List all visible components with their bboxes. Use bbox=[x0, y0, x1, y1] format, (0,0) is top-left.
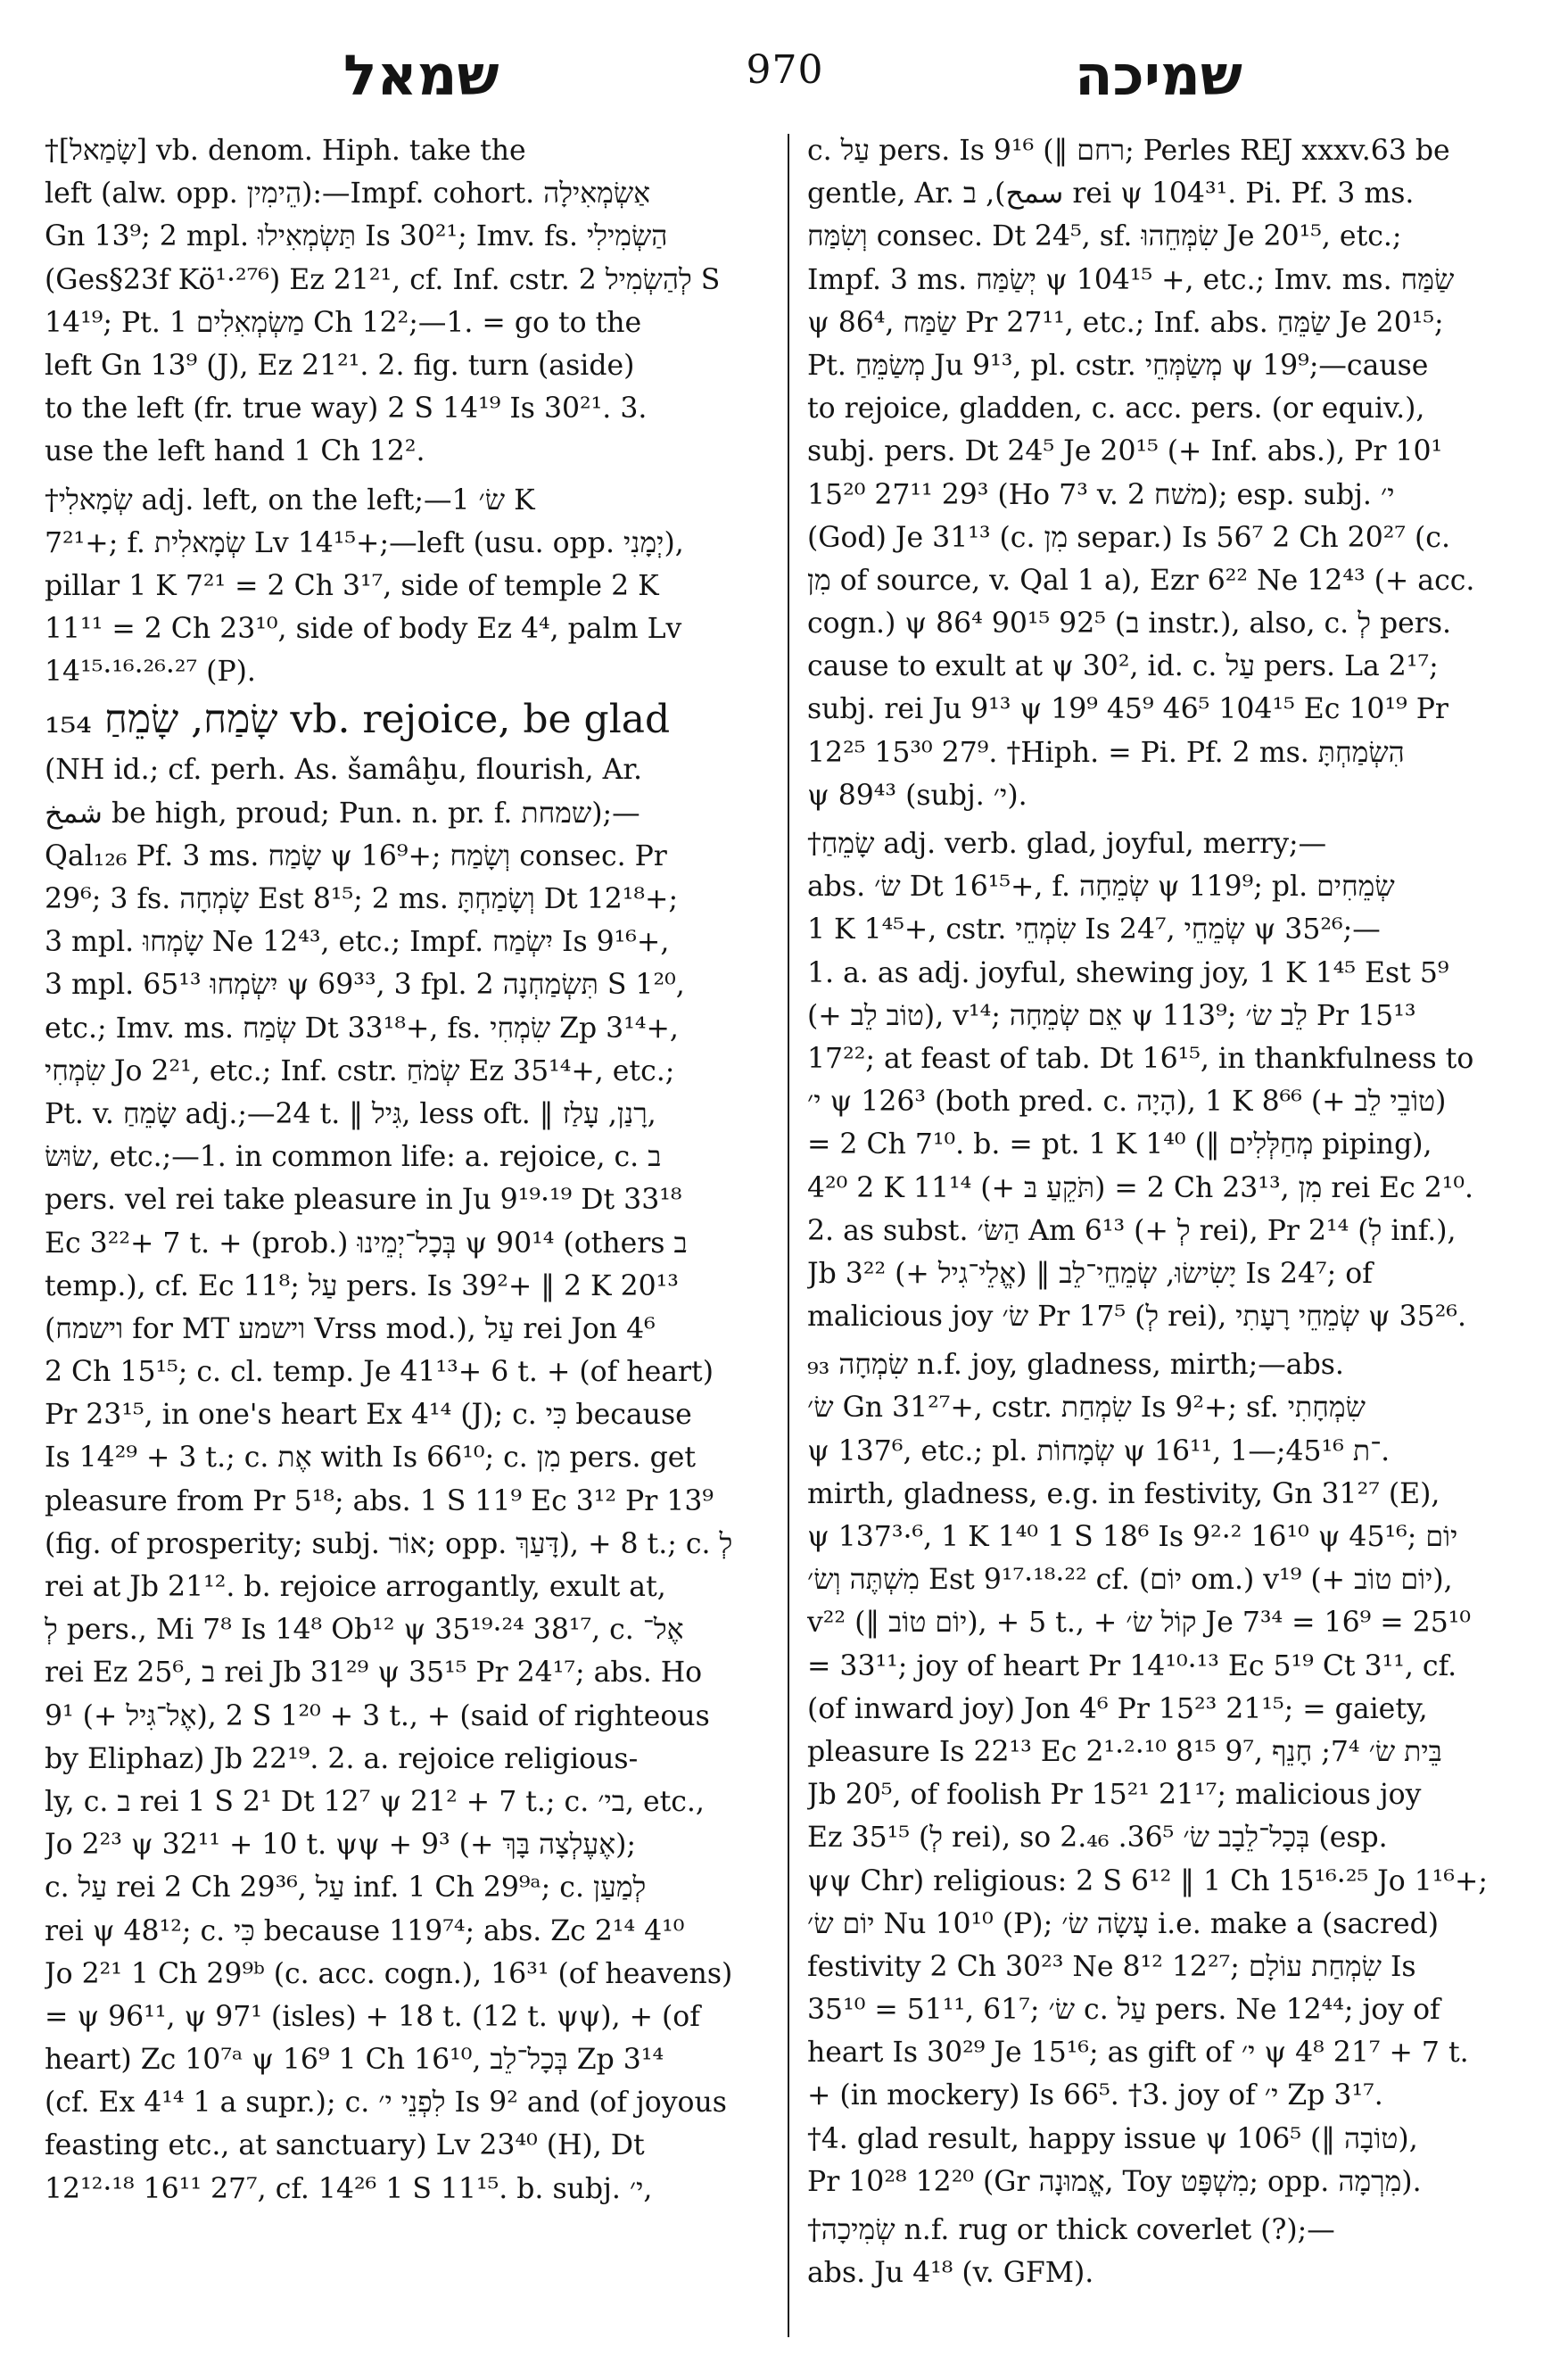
text-line: 12¹²·¹⁸ 16¹¹ 27⁷, cf. 14²⁶ 1 S 11¹⁵. b. subj. י׳, bbox=[45, 2172, 653, 2205]
text-line: Ez 35¹⁵ (לְ rei), so בְּכָל־לֵבָב שׂ׳ 36⁵. 2.₄₆ (esp. bbox=[807, 1822, 1388, 1855]
text-line: 3 mpl. שָׂמְחוּ Ne 12⁴³, etc.; Impf. יִשְׂמַח Is 9¹⁶+, bbox=[45, 926, 670, 959]
page-number: 970 bbox=[746, 47, 824, 93]
text-line: מִן of source, v. Qal 1 a), Ezr 6²² Ne 12⁴³ (+ acc. bbox=[807, 564, 1475, 597]
text-line: 1 K 1⁴⁵+, cstr. שִׂמְחֵי Is 24⁷, שְׂמֵחֵי ψ 35²⁶;— bbox=[807, 913, 1381, 946]
text-line: 2 Ch 15¹⁵; c. cl. temp. Je 41¹³+ 6 t. + (of heart) bbox=[45, 1356, 714, 1389]
text-line: feasting etc., at sanctuary) Lv 23⁴⁰ (H), Dt bbox=[45, 2129, 645, 2162]
text-line: = 2 Ch 7¹⁰. b. = pt. 1 K 1⁴⁰ (‖ מְחַלְּלִים piping), bbox=[807, 1128, 1432, 1161]
text-line: 17²²; at feast of tab. Dt 16¹⁵, in thankfulness to bbox=[807, 1042, 1474, 1075]
text-line: c. עַל rei 2 Ch 29³⁶, עַל inf. 1 Ch 29⁹ᵃ; c. לְמַעַן bbox=[45, 1872, 647, 1905]
text-line: שׂוּשׂ, etc.;—1. in common life: a. rejoice, c. ב bbox=[45, 1141, 662, 1174]
entry-headword-line: שָׂמַח, שָׂמֵחַ ₁₅₄ vb. rejoice, be glad bbox=[45, 697, 671, 743]
column-divider bbox=[788, 134, 789, 2337]
text-line: left (alw. opp. הֵימִין):—Impf. cohort. אַשְׂמְאִילָה bbox=[45, 178, 651, 211]
entry-headword-line: †שְׂמָאלִי adj. left, on the left;—שׂ׳ 1 K bbox=[45, 483, 535, 516]
text-line: pleasure from Pr 5¹⁸; abs. 1 S 11⁹ Ec 3¹² Pr 13⁹ bbox=[45, 1484, 714, 1517]
text-line: rei Ez 25⁶, ב rei Jb 31²⁹ ψ 35¹⁵ Pr 24¹⁷; abs. Ho bbox=[45, 1657, 703, 1690]
text-line: v²² (‖ יוֹם טוֹב), + 5 t., + קוֹל שׂ׳ Je 7³⁴ = 16⁹ = 25¹⁰ bbox=[807, 1607, 1472, 1640]
text-line: 2. as subst. הַשּׂ׳ Am 6¹³ (+ לְ rei), Pr 2¹⁴ (לְ inf.), bbox=[807, 1214, 1457, 1247]
text-line: heart Is 30²⁹ Je 15¹⁶; as gift of י׳ ψ 4⁸ 21⁷ + 7 t. bbox=[807, 2037, 1469, 2070]
text-line: מִשְׁתֶּה וְשׂ׳ Est 9¹⁷·¹⁸·²² cf. (יוֹם om.) v¹⁹ (+ יוֹם טוֹב), bbox=[807, 1564, 1453, 1597]
text-line: 4²⁰ 2 K 11¹⁴ (+ תֹּקֵעַ בּ) = 2 Ch 23¹³, מִן rei Ec 2¹⁰. bbox=[807, 1171, 1474, 1204]
text-line: Pt. מְשַׂמֵּחַ Ju 9¹³, pl. cstr. מְשַׂמְּחֵי ψ 19⁹;—cause bbox=[807, 349, 1429, 382]
text-line: abs. שׂ׳ Dt 16¹⁵+, f. שְׂמֵחָה ψ 119⁹; pl. שְׂמֵחִים bbox=[807, 871, 1395, 904]
text-line: Jo 2²¹ 1 Ch 29⁹ᵇ (c. acc. cogn.), 16³¹ (of heavens) bbox=[45, 1957, 733, 1990]
text-line: to rejoice, gladden, c. acc. pers. (or equiv.), bbox=[807, 393, 1425, 426]
text-line: †[שָׂמַאל] vb. denom. Hiph. take the bbox=[45, 135, 526, 167]
left-guide-word: שמאל bbox=[343, 43, 499, 108]
text-line: Is 14²⁹ + 3 t.; c. אֶת with Is 66¹⁰; c. מִן pers. get bbox=[45, 1442, 697, 1475]
text-line: (fig. of prosperity; subj. אוֹר; opp. דָּעַךְ), + 8 t.; c. לְ bbox=[45, 1527, 733, 1560]
text-line: abs. Ju 4¹⁸ (v. GFM). bbox=[807, 2257, 1094, 2290]
text-line: Pr 23¹⁵, in one's heart Ex 4¹⁴ (J); c. כִּי because bbox=[45, 1399, 692, 1432]
text-line: 11¹¹ = 2 Ch 23¹⁰, side of body Ez 4⁴, palm Lv bbox=[45, 613, 682, 646]
text-line: rei at Jb 21¹². b. rejoice arrogantly, exult at, bbox=[45, 1571, 666, 1603]
text-line: 9¹ (+ אֶל־גִּיל), 2 S 1²⁰ + 3 t., + (said of righteous bbox=[45, 1699, 710, 1732]
entry-headword-line: שִׂמְחָה ₉₃ n.f. joy, gladness, mirth;—abs. bbox=[807, 1349, 1344, 1382]
text-line: c. עַל pers. Is 9¹⁶ (‖ רחם; Perles REJ xxxv.63 be bbox=[807, 135, 1450, 167]
text-line: left Gn 13⁹ (J), Ez 21²¹. 2. fig. turn (aside) bbox=[45, 349, 635, 382]
right-guide-word: שמיכה bbox=[1075, 43, 1242, 108]
text-line: Pr 10²⁸ 12²⁰ (Gr אֱמוּנָה, Toy מִשְׁפָּט; opp. מִרְמָה). bbox=[807, 2165, 1422, 2198]
text-line: mirth, gladness, e.g. in festivity, Gn 31²⁷ (E), bbox=[807, 1477, 1440, 1510]
text-line: 14¹⁹; Pt. מַשְׂמְאִלִים 1 Ch 12²;—1. = go to the bbox=[45, 306, 642, 339]
text-line: Impf. 3 ms. יְשַׂמַּח ψ 104¹⁵ +, etc.; Imv. ms. שַׂמַּח bbox=[807, 263, 1455, 296]
entry-headword-line: †שְׂמִיכָה n.f. rug or thick coverlet (?);— bbox=[807, 2214, 1335, 2246]
text-line: שִׂמְחִי Jo 2²¹, etc.; Inf. cstr. שְׂמֹחַ Ez 35¹⁴+, etc.; bbox=[45, 1054, 675, 1087]
text-line: ψψ Chr) religious: 2 S 6¹² ‖ 1 Ch 15¹⁶·²⁵ Jo 1¹⁶+; bbox=[807, 1864, 1488, 1897]
text-line: pillar 1 K 7²¹ = 2 Ch 3¹⁷, side of temple 2 K bbox=[45, 569, 659, 602]
text-line: malicious joy שׂ׳ Pr 17⁵ (לְ rei), שְׂמֵחֵי רָעָתִי ψ 35²⁶. bbox=[807, 1301, 1466, 1334]
text-line: + (in mockery) Is 66⁵. †3. joy of י׳ Zp 3¹⁷. bbox=[807, 2079, 1383, 2112]
text-line: Ec 3²²+ 7 t. + (prob.) בְּכָל־יְמֵינוּ ψ 90¹⁴ (others ב bbox=[45, 1227, 688, 1260]
text-line: (cf. Ex 4¹⁴ 1 a supr.); c. לִפְנֵי י׳ Is 9² and (of joyous bbox=[45, 2087, 727, 2120]
text-line: 29⁶; 3 fs. שָׂמְחָה Est 8¹⁵; 2 ms. וְשָׂמַחְתָּ Dt 12¹⁸+; bbox=[45, 883, 679, 915]
text-line: Qal₁₂₆ Pf. 3 ms. שָׂמַח ψ 16⁹+; וְשָׂמַח consec. Pr bbox=[45, 839, 667, 872]
text-line: 35¹⁰ = 51¹¹, 61⁷; שׂ׳ c. עַל pers. Ne 12⁴⁴; joy of bbox=[807, 1994, 1440, 2027]
text-line: (NH id.; cf. perh. As. šamâḫu, flourish, Ar. bbox=[45, 754, 642, 787]
text-line: heart) Zc 10⁷ᵃ ψ 16⁹ 1 Ch 16¹⁰, בְּכָל־לֵב Zp 3¹⁴ bbox=[45, 2044, 664, 2077]
text-line: etc.; Imv. ms. שְׂמַח Dt 33¹⁸+, fs. שִׂמְחִי Zp 3¹⁴+, bbox=[45, 1012, 679, 1045]
text-line: 12²⁵ 15³⁰ 27⁹. †Hiph. = Pi. Pf. 2 ms. הִשְׂמַחְתָּ bbox=[807, 736, 1405, 769]
text-line: temp.), cf. Ec 11⁸; עַל pers. Is 39²+ ‖ 2 K 20¹³ bbox=[45, 1269, 679, 1302]
text-line: יוֹם שׂ׳ Nu 10¹⁰ (P); עָשָׂה שׂ׳ i.e. make a (sacred) bbox=[807, 1907, 1440, 1940]
text-line: rei ψ 48¹²; c. כִּי because 119⁷⁴; abs. Zc 2¹⁴ 4¹⁰ bbox=[45, 1914, 685, 1947]
text-line: (Ges§23f Kö¹·²⁷⁶) Ez 21²¹, cf. Inf. cstr. לְהַשְׂמִיל 2 S bbox=[45, 263, 721, 296]
text-line: י׳ ψ 126³ (both pred. c. הָיָה), 1 K 8⁶⁶ (+ טוֹבֵי לֵב) bbox=[807, 1086, 1447, 1119]
text-line: 14¹⁵·¹⁶·²⁶·²⁷ (P). bbox=[45, 656, 256, 689]
page-header bbox=[0, 40, 1568, 129]
text-line: ψ 89⁴³ (subj. י׳). bbox=[807, 779, 1027, 812]
text-line: Pt. v. שָׂמֵחַ adj.;—24 t. ‖ גִּיל, less oft. ‖ רָנַן, עָלַז, bbox=[45, 1097, 656, 1130]
text-line: לְ pers., Mi 7⁸ Is 14⁸ Ob¹² ψ 35¹⁹·²⁴ 38¹⁷, c. אֶל־ bbox=[45, 1614, 684, 1647]
text-line: subj. rei Ju 9¹³ ψ 19⁹ 45⁹ 46⁵ 104¹⁵ Ec 10¹⁹ Pr bbox=[807, 693, 1448, 726]
text-line: pleasure Is 22¹³ Ec 2¹·²·¹⁰ 8¹⁵ 9⁷, בֵּית שׂ׳ 7⁴; חָנֵף bbox=[807, 1735, 1442, 1768]
right-column bbox=[807, 129, 1530, 2359]
entry-headword-line: †שָׂמֵחַ adj. verb. glad, joyful, merry;— bbox=[807, 828, 1327, 860]
text-line: Jb 3²² (+ אֱלֵי־גִיל) ‖ יָשִׂישׂוּ, שְׂמֵחֵי־לֵב Is 24⁷; of bbox=[807, 1257, 1373, 1290]
text-line: שׂ׳ Gn 31²⁷+, cstr. שִׂמְחַת Is 9²+; sf. שִׂמְחָתִי bbox=[807, 1392, 1366, 1425]
left-column bbox=[45, 129, 785, 2359]
text-line: 7²¹+; f. שְׂמָאלִית Lv 14¹⁵+;—left (usu. opp. יְמָנִי), bbox=[45, 526, 684, 559]
text-line: gentle, Ar. سمح), ב rei ψ 104³¹. Pi. Pf. 3 ms. bbox=[807, 178, 1415, 211]
text-line: to the left (fr. true way) 2 S 14¹⁹ Is 30²¹. 3. bbox=[45, 393, 648, 426]
text-line: (+ טוֹב לֵב), v¹⁴; אֵם שְׂמֵחָה ψ 113⁹; לֵב שׂ׳ Pr 15¹³ bbox=[807, 999, 1416, 1032]
text-line: (וישמח for MT וישמע Vrss mod.), עַל rei Jon 4⁶ bbox=[45, 1312, 656, 1345]
text-line: ly, c. ב rei 1 S 2¹ Dt 12⁷ ψ 21² + 7 t.; c. בי׳, etc., bbox=[45, 1785, 705, 1818]
text-line: pers. vel rei take pleasure in Ju 9¹⁹·¹⁹ Dt 33¹⁸ bbox=[45, 1184, 682, 1217]
text-line: ψ 137³·⁶, 1 K 1⁴⁰ 1 S 18⁶ Is 9²·² 16¹⁰ ψ 45¹⁶; יוֹם bbox=[807, 1521, 1458, 1553]
text-line: וְשִׂמַּח consec. Dt 24⁵, sf. שִׂמְּחֵהוּ Je 20¹⁵, etc.; bbox=[807, 220, 1402, 253]
text-line: Jo 2²³ ψ 32¹¹ + 10 t. ψψ + 9³ (+ אֶעֶלְצָה בָּךְ); bbox=[45, 1829, 637, 1862]
text-line: (of inward joy) Jon 4⁶ Pr 15²³ 21¹⁵; = gaiety, bbox=[807, 1692, 1428, 1725]
text-line: subj. pers. Dt 24⁵ Je 20¹⁵ (+ Inf. abs.), Pr 10¹ bbox=[807, 435, 1443, 468]
text-line: festivity 2 Ch 30²³ Ne 8¹² 12²⁷; שִׂמְחַת עוֹלָם Is bbox=[807, 1950, 1416, 1983]
text-line: Gn 13⁹; 2 mpl. תַּשְׂמְאִילוּ Is 30²¹; Imv. fs. הַשְׂמִילִי bbox=[45, 220, 668, 253]
text-line: Jb 20⁵, of foolish Pr 15²¹ 21¹⁷; malicious joy bbox=[807, 1779, 1422, 1812]
text-line: ψ 137⁶, etc.; pl. שְׂמָחוֹת ψ 16¹¹, ־ת 45¹⁶;—1. bbox=[807, 1434, 1391, 1467]
text-line: 1. a. as adj. joyful, shewing joy, 1 K 1⁴⁵ Est 5⁹ bbox=[807, 956, 1449, 989]
text-line: use the left hand 1 Ch 12². bbox=[45, 435, 425, 468]
text-line: = 33¹¹; joy of heart Pr 14¹⁰·¹³ Ec 5¹⁹ Ct 3¹¹, cf. bbox=[807, 1649, 1457, 1682]
text-line: شمخ be high, proud; Pun. n. pr. f. שמחת);— bbox=[45, 797, 640, 830]
text-line: ψ 86⁴, שַׂמַּח Pr 27¹¹, etc.; Inf. abs. שַׂמֵּחַ Je 20¹⁵; bbox=[807, 306, 1444, 339]
text-line: (God) Je 31¹³ (c. מִן separ.) Is 56⁷ 2 Ch 20²⁷ (c. bbox=[807, 521, 1450, 554]
text-line: cogn.) ψ 86⁴ 90¹⁵ 92⁵ (ב instr.), also, c. לְ pers. bbox=[807, 607, 1451, 640]
text-line: †4. glad result, happy issue ψ 106⁵ (‖ טוֹבָה), bbox=[807, 2122, 1418, 2155]
text-line: 3 mpl. יִשְׂמְחוּ 65¹³ ψ 69³³, 3 fpl. תִּשְׂמַחְנָה 2 S 1²⁰, bbox=[45, 969, 685, 1002]
text-line: 15²⁰ 27¹¹ 29³ (Ho 7³ v. משׁח 2); esp. subj. י׳ bbox=[807, 478, 1395, 511]
text-line: = ψ 96¹¹, ψ 97¹ (isles) + 18 t. (12 t. ψψ), + (of bbox=[45, 2000, 700, 2033]
text-line: by Eliphaz) Jb 22¹⁹. 2. a. rejoice religious- bbox=[45, 1742, 639, 1775]
text-line: cause to exult at ψ 30², id. c. עַל pers. La 2¹⁷; bbox=[807, 650, 1439, 683]
